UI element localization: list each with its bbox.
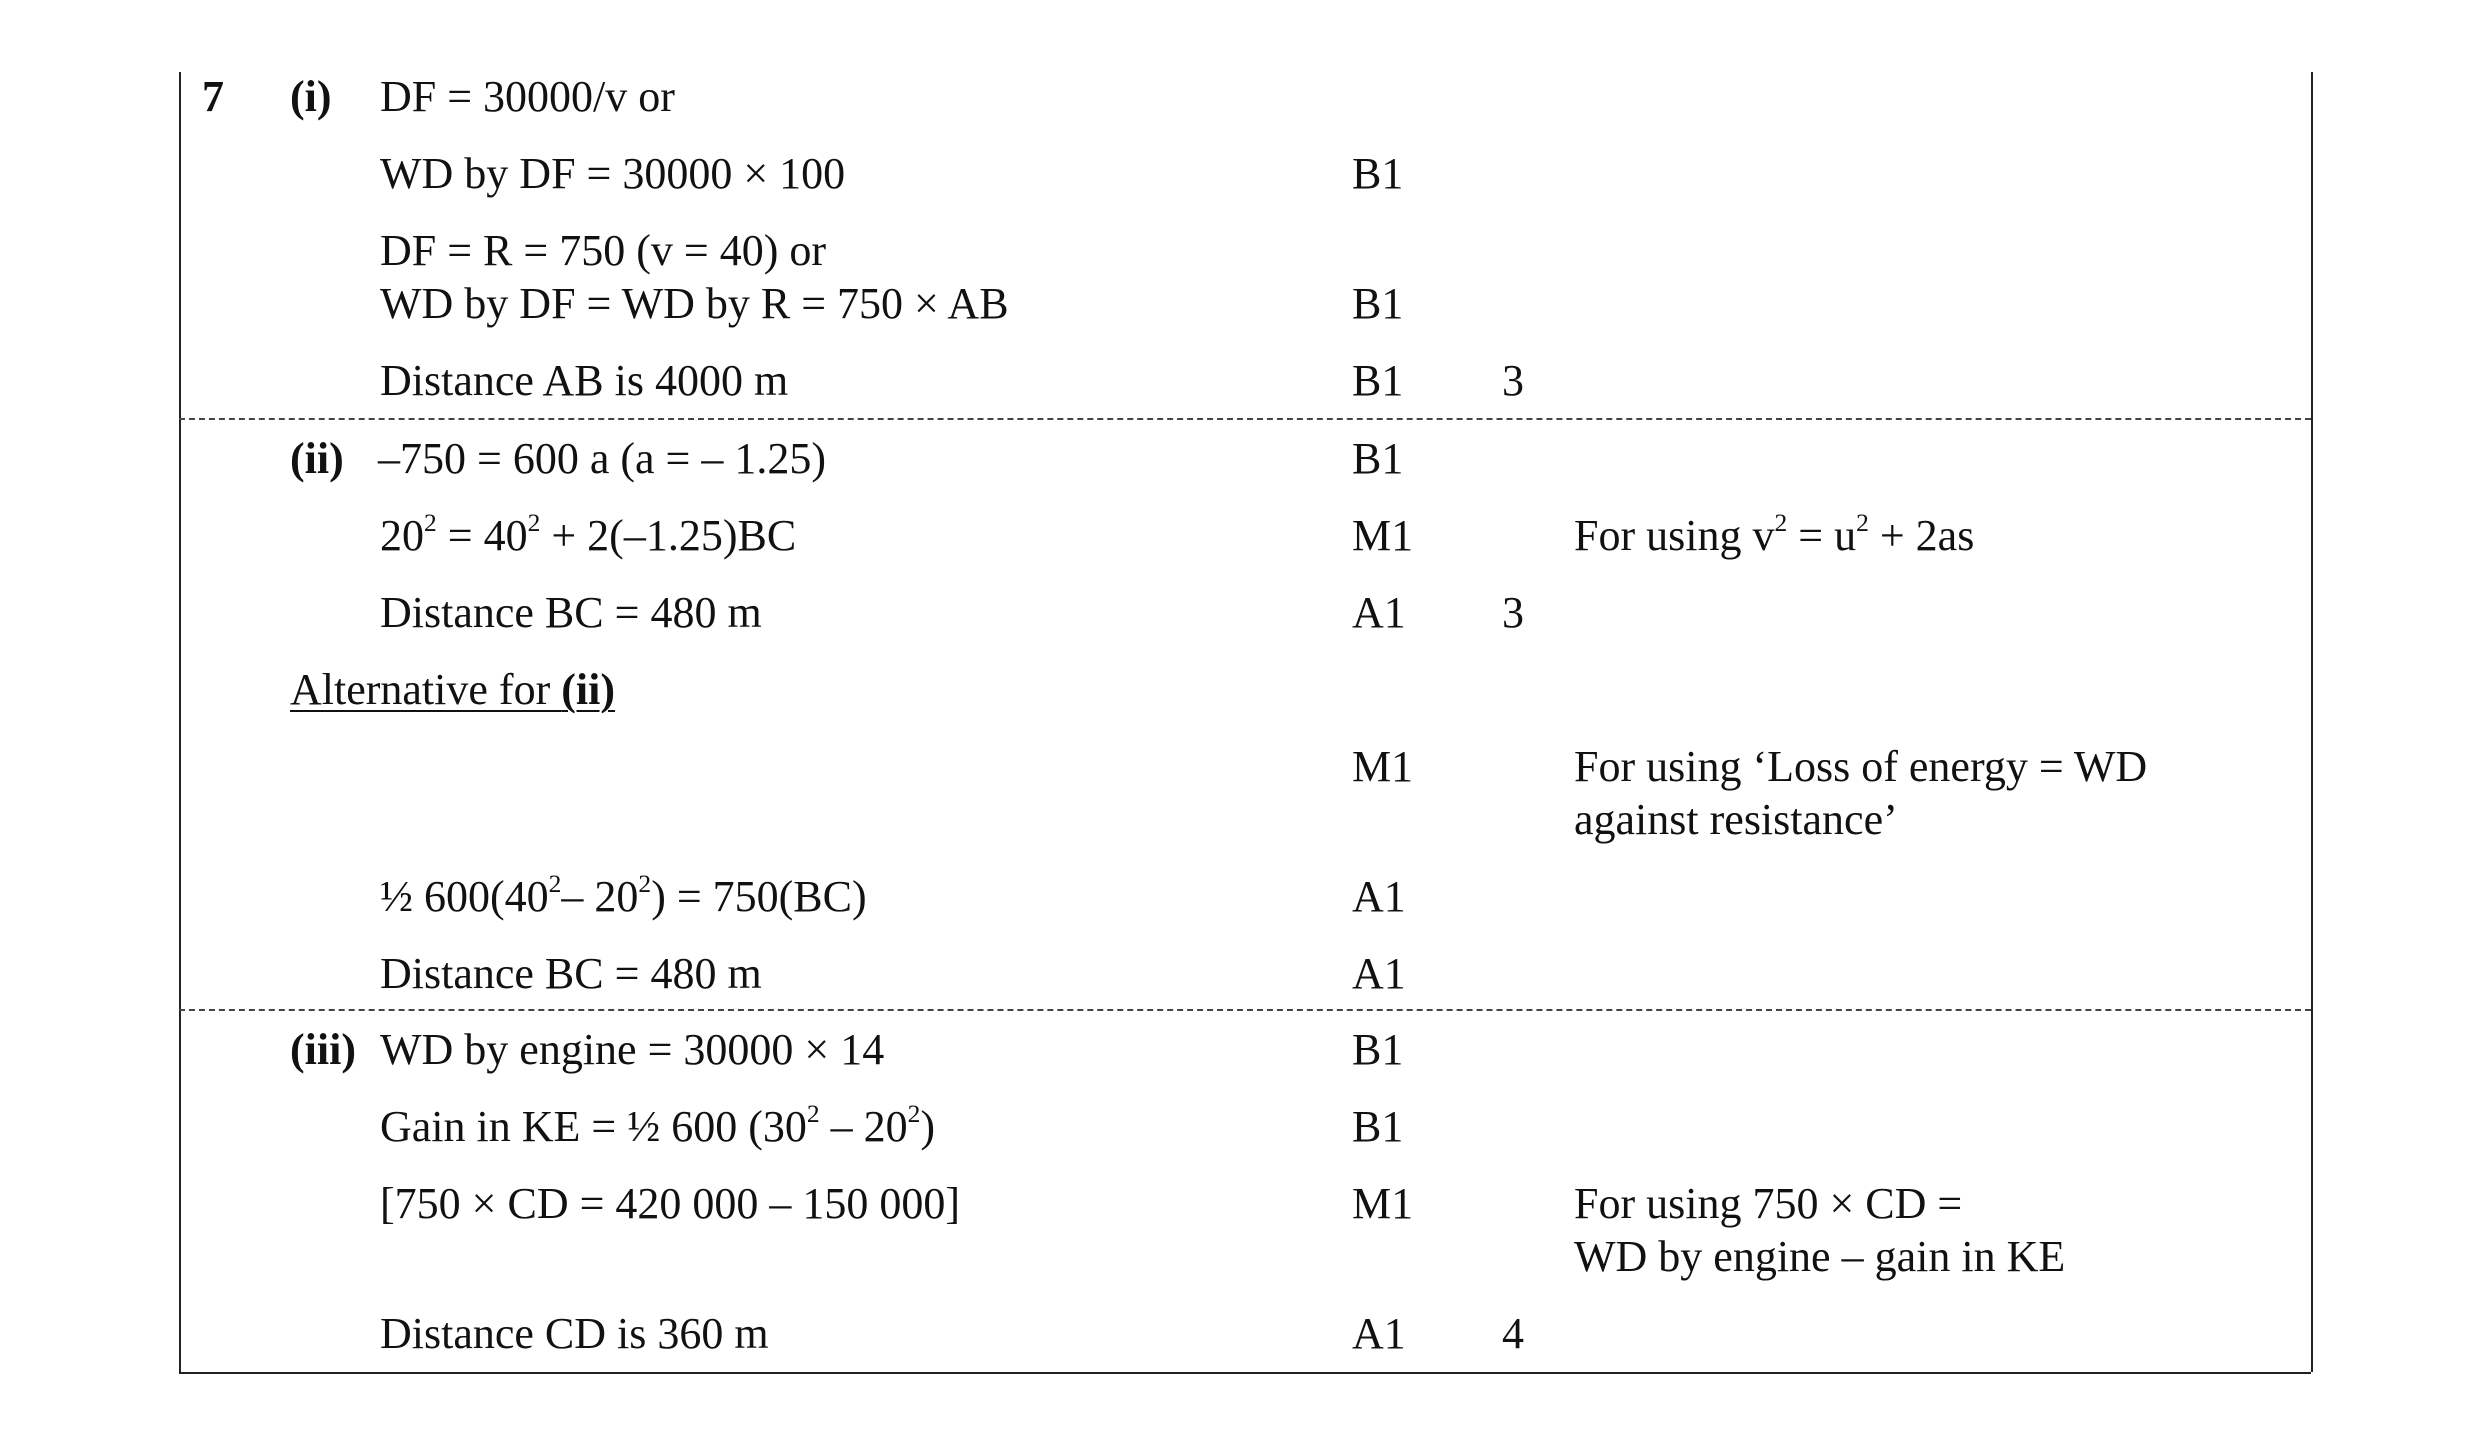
- working-line: Distance CD is 360 m: [380, 1309, 769, 1358]
- guidance-comment: For using 750 × CD =: [1574, 1179, 1963, 1228]
- guidance-comment: WD by engine – gain in KE: [1574, 1232, 2066, 1281]
- mark: M1: [1352, 742, 1414, 791]
- part-label: (ii): [290, 434, 344, 483]
- working-line: WD by DF = 30000 × 100: [380, 149, 846, 198]
- mark: A1: [1352, 588, 1406, 637]
- table-left-border: [179, 72, 181, 1372]
- part-label: (iii): [290, 1025, 356, 1074]
- working-line: DF = R = 750 (v = 40) or: [380, 226, 826, 275]
- working-line: [750 × CD = 420 000 – 150 000]: [380, 1179, 961, 1228]
- working-line: –750 = 600 a (a = – 1.25): [378, 434, 826, 483]
- part-total: 4: [1502, 1309, 1524, 1358]
- part-total: 3: [1502, 356, 1524, 405]
- part-label: (i): [290, 72, 332, 121]
- working-line: Distance AB is 4000 m: [380, 356, 789, 405]
- working-line: Distance BC = 480 m: [380, 949, 762, 998]
- mark: B1: [1352, 1102, 1404, 1151]
- working-line: WD by engine = 30000 × 14: [380, 1025, 885, 1074]
- table-bottom-border: [179, 1372, 2311, 1374]
- mark: A1: [1352, 1309, 1406, 1358]
- mark: A1: [1352, 872, 1406, 921]
- working-line: Distance BC = 480 m: [380, 588, 762, 637]
- mark: B1: [1352, 434, 1404, 483]
- working-line: $20^2 = 40^2 + 2(-1.25)BC$: [380, 507, 797, 560]
- part-divider: [179, 1009, 2311, 1011]
- working-line: ½ $600(40^2-$ $20^2) = 750(BC)$: [380, 868, 867, 921]
- guidance-comment: For using ‘Loss of energy = WD: [1574, 742, 2148, 791]
- guidance-comment: against resistance’: [1574, 795, 1898, 844]
- table-right-border: [2311, 72, 2313, 1372]
- mark: B1: [1352, 149, 1404, 198]
- guidance-comment: For using $v^2 = u^2 + 2as$: [1574, 507, 1975, 560]
- alternative-heading: Alternative for (ii): [290, 665, 615, 714]
- mark: B1: [1352, 356, 1404, 405]
- mark: B1: [1352, 1025, 1404, 1074]
- mark: M1: [1352, 511, 1414, 560]
- mark: M1: [1352, 1179, 1414, 1228]
- mark: A1: [1352, 949, 1406, 998]
- part-divider: [179, 418, 2311, 420]
- working-line: Gain in KE = ½ 600 $(30^2 - 20^2)$: [380, 1098, 936, 1151]
- part-total: 3: [1502, 588, 1524, 637]
- working-line: DF = 30000/v or: [380, 72, 675, 121]
- question-number: 7: [202, 72, 224, 121]
- mark: B1: [1352, 279, 1404, 328]
- working-line: WD by DF = WD by R = 750 × AB: [380, 279, 1009, 328]
